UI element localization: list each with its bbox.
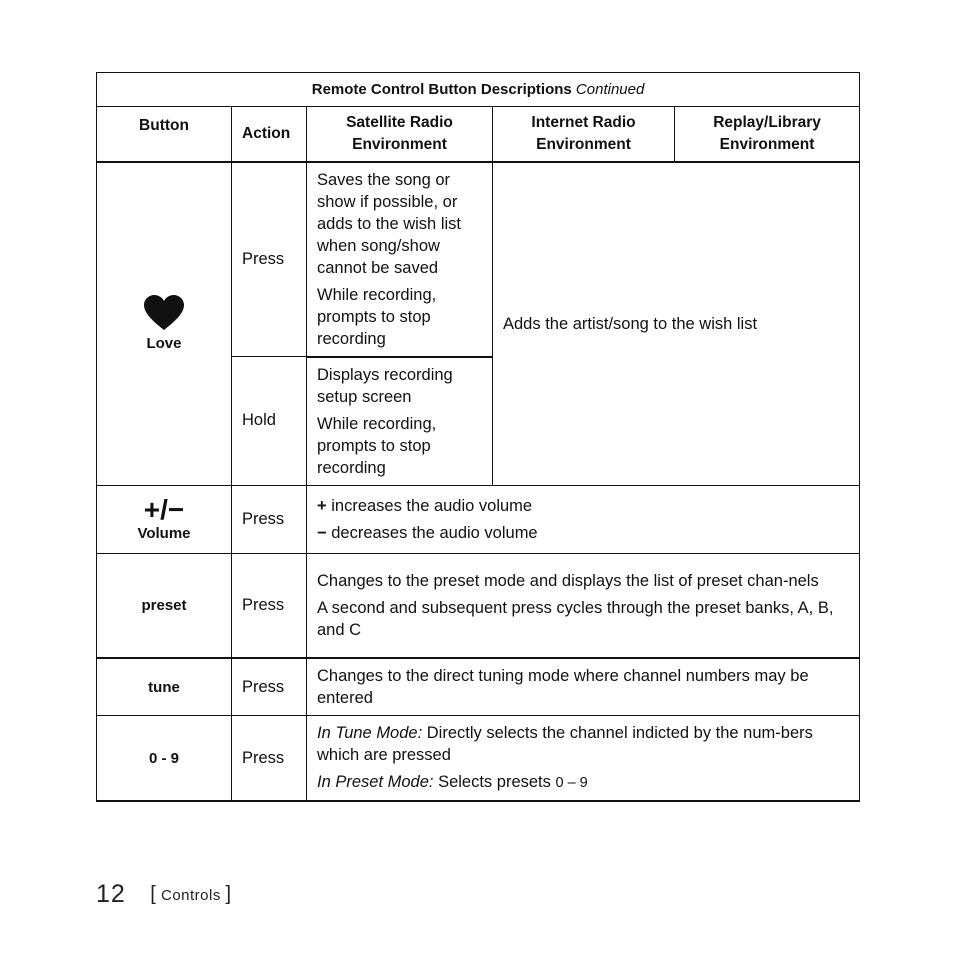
remote-control-table bbox=[96, 72, 860, 802]
preset-desc: Changes to the preset mode and displays the list of preset chan-nels A second and subsequent press cycles through the preset banks, A, B, and C bbox=[307, 553, 860, 658]
preset-button-cell bbox=[97, 553, 232, 658]
volume-action: Press bbox=[232, 485, 307, 553]
digits-action: Press bbox=[232, 716, 307, 802]
caption-continued: Continued bbox=[575, 81, 645, 98]
love-press-desc: Saves the song or show if possible, or adds to the wish list when song/show cannot be saved While recording, prompts to stop recording bbox=[307, 162, 493, 357]
preset-mode-label: In Preset Mode: bbox=[317, 773, 434, 791]
header-action: Action bbox=[232, 107, 307, 162]
digits-button-cell bbox=[97, 716, 232, 802]
table-caption bbox=[97, 73, 860, 107]
digits-label: 0 - 9 bbox=[148, 749, 179, 767]
header-satellite: Satellite Radio Environment bbox=[307, 107, 493, 162]
volume-button-cell bbox=[97, 485, 232, 553]
heart-icon bbox=[144, 295, 184, 331]
love-label: Love bbox=[146, 335, 182, 352]
tune-mode-label: In Tune Mode: bbox=[317, 724, 423, 742]
love-press-action: Press bbox=[232, 162, 307, 357]
tune-desc: Changes to the direct tuning mode where channel numbers may be entered bbox=[307, 658, 860, 716]
preset-label: preset bbox=[141, 596, 187, 614]
preset-action: Press bbox=[232, 553, 307, 658]
plus-sign: + bbox=[317, 496, 327, 515]
page-footer bbox=[96, 880, 232, 909]
preset-range: 0 – 9 bbox=[555, 775, 588, 791]
volume-label: Volume bbox=[137, 524, 191, 542]
header-replay: Replay/Library Environment bbox=[675, 107, 860, 162]
minus-sign: − bbox=[317, 523, 327, 542]
tune-label: tune bbox=[148, 678, 180, 696]
page-number: 12 bbox=[96, 880, 126, 908]
love-merged-desc: Adds the artist/song to the wish list bbox=[493, 162, 860, 486]
volume-desc: + increases the audio volume − decreases the audio volume bbox=[307, 485, 860, 553]
tune-action: Press bbox=[232, 658, 307, 716]
love-hold-action: Hold bbox=[232, 357, 307, 486]
digits-desc: In Tune Mode: Directly selects the channel indicted by the num-bers which are pressed In Preset Mode: Selects presets 0 – 9 bbox=[307, 716, 860, 802]
plus-minus-icon: +/− bbox=[143, 493, 185, 525]
love-hold-desc: Displays recording setup screen While recording, prompts to stop recording bbox=[307, 357, 493, 486]
tune-button-cell bbox=[97, 658, 232, 716]
caption-title: Remote Control Button Descriptions bbox=[311, 81, 572, 98]
section-label: [ Controls ] bbox=[150, 883, 232, 905]
header-internet: Internet Radio Environment bbox=[493, 107, 675, 162]
header-button: Button bbox=[97, 107, 232, 162]
love-button-cell bbox=[97, 162, 232, 486]
